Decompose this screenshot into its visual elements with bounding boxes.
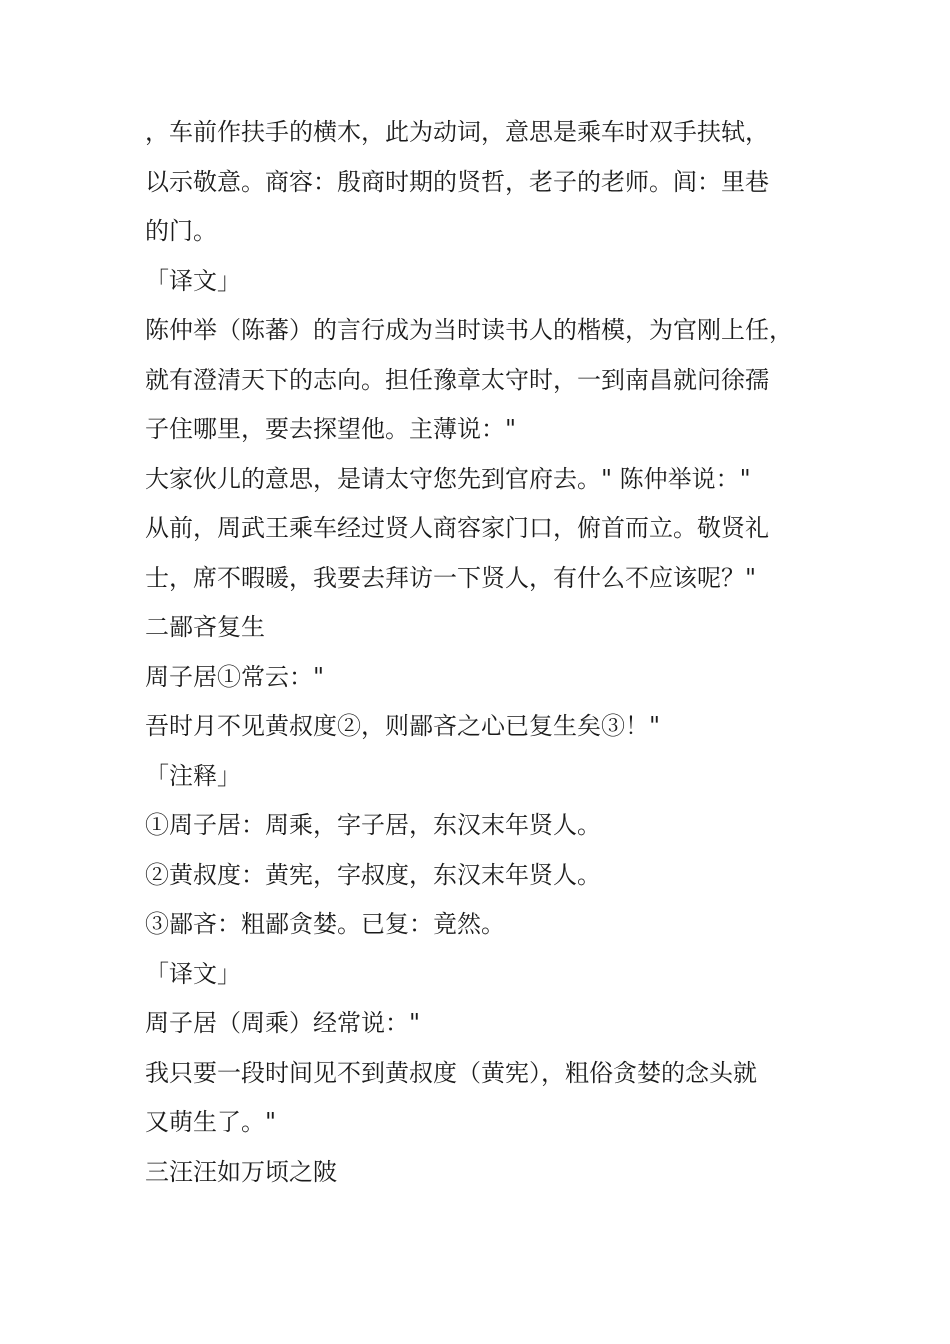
text-line: 大家伙儿的意思，是请太守您先到官府去。" 陈仲举说："	[145, 464, 751, 493]
text-line: 就有澄清天下的志向。担任豫章太守时，一到南昌就问徐孺	[145, 365, 769, 394]
text-line: 又萌生了。"	[145, 1108, 277, 1136]
text-line: 周子居（周乘）经常说："	[145, 1009, 421, 1037]
note-line: ①周子居：周乘，字子居，东汉末年贤人。	[145, 811, 601, 839]
text-line: 子住哪里，要去探望他。主薄说："	[145, 415, 517, 443]
text-line: 陈仲举（陈蕃）的言行成为当时读书人的楷模，为官刚上任，	[145, 316, 793, 344]
text-line: 从前，周武王乘车经过贤人商容家门口，俯首而立。敬贤礼	[145, 514, 769, 542]
section-heading: 「注释」	[145, 761, 241, 790]
note-line: ②黄叔度：黄宪，字叔度，东汉末年贤人。	[145, 860, 601, 889]
chapter-title: 三汪汪如万顷之陂	[145, 1157, 337, 1186]
text-line: 的门。	[145, 217, 217, 245]
text-line: 以示敬意。商容：殷商时期的贤哲，老子的老师。闾：里巷	[145, 167, 769, 196]
document-body	[145, 108, 825, 1197]
note-line: ③鄙吝：粗鄙贪婪。已复：竟然。	[145, 910, 505, 938]
text-line: 吾时月不见黄叔度②，则鄙吝之心已复生矣③！"	[145, 712, 661, 740]
text-line: 士，席不暇暖，我要去拜访一下贤人，有什么不应该呢？"	[145, 563, 757, 592]
section-heading: 「译文」	[145, 266, 241, 295]
text-line: 我只要一段时间见不到黄叔度（黄宪），粗俗贪婪的念头就	[145, 1058, 757, 1087]
text-line: ，车前作扶手的横木，此为动词，意思是乘车时双手扶轼，	[145, 118, 769, 146]
text-line: 周子居①常云："	[145, 662, 325, 691]
chapter-title: 二鄙吝复生	[145, 613, 265, 641]
section-heading: 「译文」	[145, 959, 241, 988]
